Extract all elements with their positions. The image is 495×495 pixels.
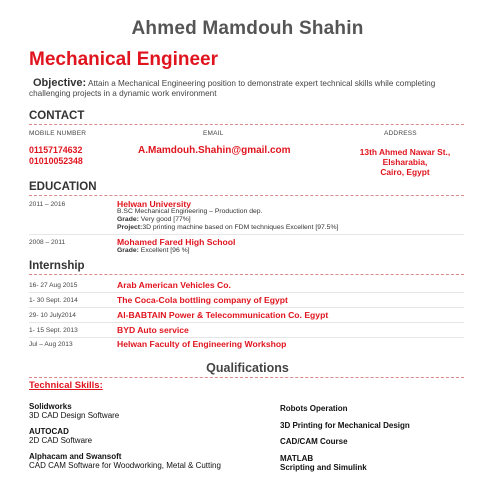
technical-skills-heading: Technical Skills: [29, 380, 103, 391]
education-divider [29, 195, 464, 196]
qualifications-divider [29, 377, 464, 378]
contact-divider [29, 124, 464, 125]
grade-value: Excellent [96 %] [138, 247, 190, 254]
skill-description: CAD CAM Software for Woodworking, Metal & Cutting [29, 461, 221, 470]
phone-numbers: 01157174632 01010052348 [29, 145, 83, 166]
skill-title: 3D Printing for Mechanical Design [280, 421, 410, 430]
skill-title: MATLAB [280, 454, 314, 463]
objective-text: Attain a Mechanical Engineering position to demonstrate expert technical skills while completing challenging projects in a dynamic work environment [29, 79, 436, 98]
skill-title: Alphacam and Swansoft [29, 452, 122, 461]
project-label: Project: [117, 224, 143, 231]
education-degree: B.SC Mechanical Engineering – Production dep. [117, 208, 263, 215]
education-date: 2008 – 2011 [29, 239, 66, 246]
skill-description: 2D CAD Software [29, 436, 93, 445]
education-institution: Mohamed Fared High School [117, 237, 236, 247]
candidate-name: Ahmed Mamdouh Shahin [131, 18, 364, 39]
row-separator [29, 292, 464, 293]
postal-address: 13th Ahmed Nawar St., Elsharabia, Cairo, Egypt [359, 147, 451, 177]
skill-title: AUTOCAD [29, 427, 69, 436]
skill-description: Scripting and Simulink [280, 463, 367, 472]
education-grade [117, 216, 191, 224]
qualifications-heading: Qualifications [206, 361, 289, 375]
row-separator [29, 337, 464, 338]
skill-title: Solidworks [29, 402, 72, 411]
education-institution: Helwan University [117, 199, 192, 209]
internship-company: BYD Auto service [117, 325, 189, 335]
skill-description: 3D CAD Design Software [29, 411, 120, 420]
grade-label: Grade: [117, 247, 139, 254]
internship-company: Al-BABTAIN Power & Telecommunication Co. Egypt [117, 310, 329, 320]
internship-date: Jul – Aug 2013 [29, 341, 73, 348]
internship-company: Arab American Vehicles Co. [117, 280, 231, 290]
objective-label: Objective: [33, 77, 87, 89]
skill-title: CAD/CAM Course [280, 437, 348, 446]
contact-heading: CONTACT [29, 110, 85, 122]
education-date: 2011 – 2016 [29, 201, 66, 208]
skill-title: Robots Operation [280, 404, 348, 413]
internship-date: 16- 27 Aug 2015 [29, 282, 78, 289]
email-column-header: EMAIL [203, 130, 224, 137]
grade-label: Grade: [117, 216, 139, 223]
email-address: A.Mamdouh.Shahin@gmail.com [138, 145, 291, 156]
internship-divider [29, 274, 464, 275]
objective-block [29, 78, 469, 99]
internship-heading: Internship [29, 260, 85, 272]
education-heading: EDUCATION [29, 181, 97, 193]
internship-company: The Coca-Cola bottling company of Egypt [117, 295, 288, 305]
internship-date: 29- 10 July2014 [29, 312, 76, 319]
row-separator [29, 307, 464, 308]
job-title: Mechanical Engineer [29, 49, 219, 70]
internship-company: Helwan Faculty of Engineering Workshop [117, 339, 287, 349]
grade-value: Very good [77%] [138, 216, 191, 223]
education-project [117, 224, 338, 232]
project-value: 3D printing machine based on FDM techniques Excellent [97.5%] [142, 224, 339, 231]
internship-date: 1- 30 Sept. 2014 [29, 297, 78, 304]
internship-date: 1- 15 Sept. 2013 [29, 327, 78, 334]
row-separator [29, 234, 464, 235]
education-grade [117, 247, 190, 255]
row-separator [29, 322, 464, 323]
address-column-header: ADDRESS [384, 130, 417, 137]
mobile-column-header: MOBILE NUMBER [29, 130, 87, 137]
